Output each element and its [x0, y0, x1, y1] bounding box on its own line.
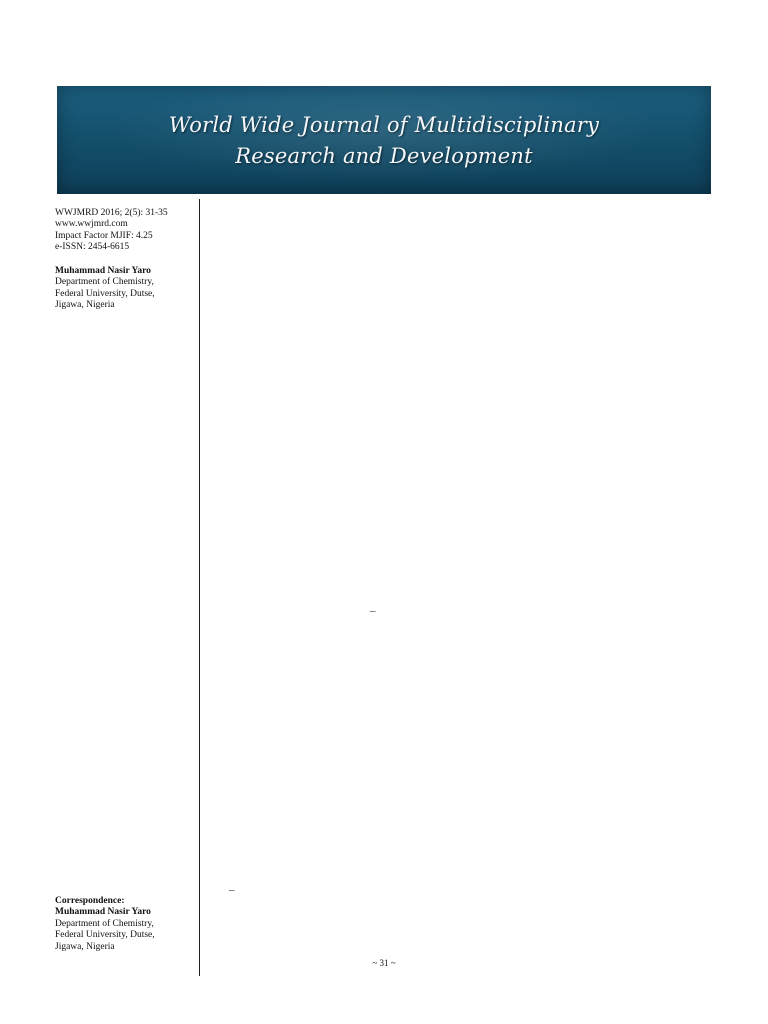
correspondence-affiliation-line-1: Department of Chemistry, [55, 918, 154, 929]
column-divider [199, 199, 200, 976]
author-info [55, 266, 195, 312]
correspondence-affiliation-line-3: Jigawa, Nigeria [55, 941, 115, 952]
eissn: e-ISSN: 2454-6615 [55, 242, 130, 253]
journal-title-line-2: Research and Development [235, 144, 533, 168]
correspondence-affiliation-line-2: Federal University, Dutse, [55, 930, 155, 941]
journal-title-line-1: World Wide Journal of Multidisciplinary [168, 113, 600, 137]
journal-title [57, 110, 711, 172]
author-affiliation-line-1: Department of Chemistry, [55, 277, 154, 288]
impact-factor: Impact Factor MJIF: 4.25 [55, 230, 153, 241]
citation-line: WWJMRD 2016; 2(5): 31-35 [55, 208, 168, 218]
journal-header-banner [57, 86, 711, 194]
author-affiliation-line-3: Jigawa, Nigeria [55, 300, 115, 311]
correspondence-label: Correspondence: [55, 896, 125, 906]
correspondence-info [55, 896, 195, 953]
dash-mark: – [370, 605, 376, 617]
article-metadata [55, 208, 195, 254]
author-affiliation-line-2: Federal University, Dutse, [55, 288, 155, 299]
website-link[interactable]: www.wwjmrd.com [55, 219, 128, 230]
author-name: Muhammad Nasir Yaro [55, 266, 151, 276]
correspondence-name: Muhammad Nasir Yaro [55, 907, 151, 918]
dash-mark: – [229, 884, 235, 896]
page-number: ~ 31 ~ [372, 958, 396, 968]
